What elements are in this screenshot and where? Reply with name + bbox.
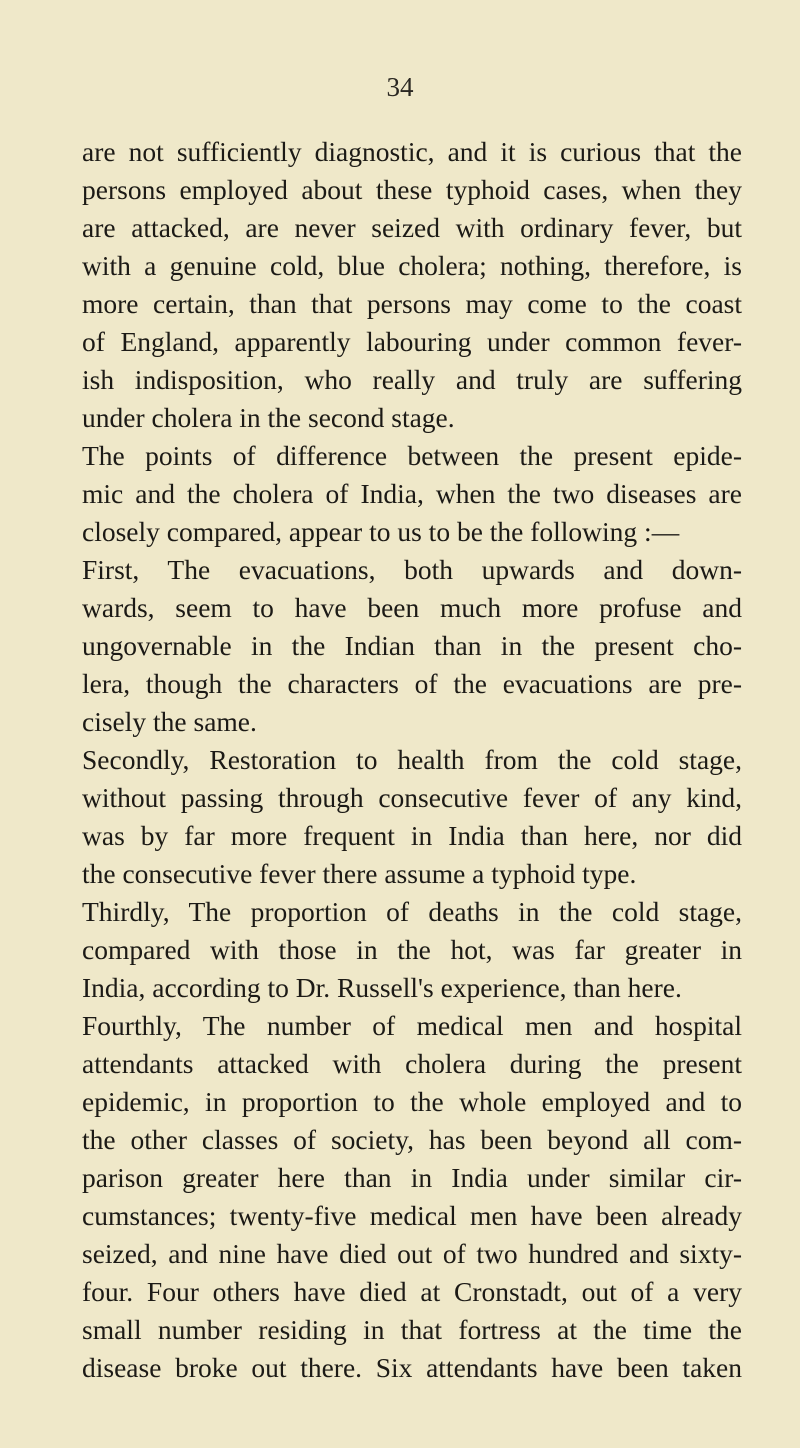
text-line: of England, apparently labouring under common fever-	[82, 326, 742, 357]
text-line: under cholera in the second stage.	[82, 402, 455, 433]
text-line: First, The evacuations, both upwards and down-	[82, 554, 742, 585]
text-line: four. Four others have died at Cronstadt, out of a very	[82, 1276, 742, 1307]
text-line: lera, though the characters of the evacuations are pre-	[82, 668, 742, 699]
text-line: epidemic, in proportion to the whole employed and to	[82, 1086, 742, 1117]
text-line: the consecutive fever there assume a typhoid type.	[82, 858, 637, 889]
text-line: parison greater here than in India under similar cir-	[82, 1162, 742, 1193]
text-line: with a genuine cold, blue cholera; nothing, therefore, is	[82, 250, 742, 281]
text-line: are not sufficiently diagnostic, and it is curious that the	[82, 136, 742, 167]
text-line: wards, seem to have been much more profuse and	[82, 592, 742, 623]
body-text	[82, 133, 742, 1387]
text-line: without passing through consecutive fever of any kind,	[82, 782, 742, 813]
text-line: Fourthly, The number of medical men and hospital	[82, 1010, 742, 1041]
text-line: more certain, than that persons may come to the coast	[82, 288, 742, 319]
text-line: attendants attacked with cholera during the present	[82, 1048, 742, 1079]
text-line: disease broke out there. Six attendants have been taken	[82, 1352, 742, 1383]
text-line: closely compared, appear to us to be the following :—	[82, 516, 680, 547]
text-line: ungovernable in the Indian than in the present cho-	[82, 630, 742, 661]
text-line: was by far more frequent in India than here, nor did	[82, 820, 742, 851]
text-line: mic and the cholera of India, when the two diseases are	[82, 478, 742, 509]
text-line: the other classes of society, has been beyond all com-	[82, 1124, 742, 1155]
text-line: cumstances; twenty-five medical men have been already	[82, 1200, 742, 1231]
text-line: ish indisposition, who really and truly are suffering	[82, 364, 742, 395]
text-line: India, according to Dr. Russell's experience, than here.	[82, 972, 682, 1003]
text-line: are attacked, are never seized with ordinary fever, but	[82, 212, 742, 243]
text-line: The points of difference between the present epide-	[82, 440, 742, 471]
text-line: cisely the same.	[82, 706, 257, 737]
page-number: 34	[386, 72, 414, 102]
text-line: seized, and nine have died out of two hundred and sixty-	[82, 1238, 742, 1269]
text-line: Thirdly, The proportion of deaths in the cold stage,	[82, 896, 742, 927]
text-line: small number residing in that fortress at the time the	[82, 1314, 742, 1345]
text-line: compared with those in the hot, was far greater in	[82, 934, 742, 965]
text-line: persons employed about these typhoid cases, when they	[82, 174, 742, 205]
text-line: Secondly, Restoration to health from the cold stage,	[82, 744, 742, 775]
